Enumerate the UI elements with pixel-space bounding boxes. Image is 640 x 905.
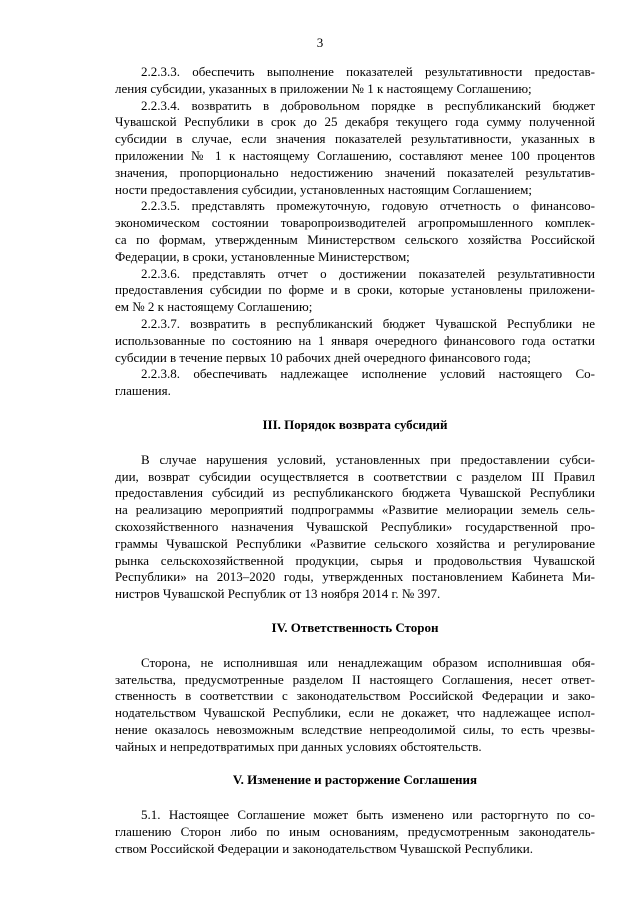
text-line: ности предоставления субсидии, установленных настоящим Соглашением; [115,181,533,197]
text-line: Республики» на 2013–2020 годы, утвержденных постановлением Кабинета Ми- [115,569,595,585]
paragraph [115,198,595,265]
text-line: ственность в соответствии с законодательством Российской Федерации и зако- [115,688,595,704]
page-number: 3 [316,35,324,50]
text-line: приложении № 1 к настоящему Соглашению, составляют менее 100 процентов [115,147,595,163]
section-heading: IV. Ответственность Сторон [271,619,439,635]
text-line: 2.2.3.7. возвратить в республиканский бюджет Чувашской Республики не [141,315,595,331]
text-line: экономическом состоянии товаропроизводителей агропромышленного комплек- [115,215,595,231]
text-line: использованные по состоянию на 1 января очередного финансового года остатки [115,332,595,348]
text-line: Федерации, в сроки, установленные Министерством; [115,248,410,264]
text-line: субсидии в случае, если значения показателей результативности, указанных в [115,131,595,147]
text-line: предоставления субсидии по форме и в сроки, которые установлены приложени- [115,282,595,298]
text-line: зательства, предусмотренные разделом II настоящего Соглашения, несет ответ- [115,671,595,687]
paragraph [115,316,595,366]
text-line: 2.2.3.4. возвратить в добровольном порядке в республиканский бюджет [141,97,595,113]
text-line: Чувашской Республики в срок до 25 декабря текущего года сумму полученной [115,114,595,130]
text-line: нистров Чувашской Республик от 13 ноября 2014 г. № 397. [115,586,441,602]
section-heading: V. Изменение и расторжение Соглашения [232,772,478,788]
spacer [115,755,595,772]
paragraph [115,366,595,400]
paragraph [115,807,595,857]
text-line: предоставления субсидий из республиканского бюджета Чувашской Республики [115,485,595,501]
text-line: 2.2.3.3. обеспечить выполнение показателей результативности предостав- [141,64,595,79]
text-line: 2.2.3.6. представлять отчет о достижении показателей результативности [141,265,595,281]
spacer [115,603,595,620]
text-line: чайных и непредотвратимых при данных условиях обстоятельств. [115,738,482,754]
text-line: рынка сельскохозяйственной продукции, сырья и продовольствия Чувашской [115,552,595,568]
text-line: 2.2.3.8. обеспечивать надлежащее исполнение условий настоящего Со- [141,366,595,382]
text-line: глашению Сторон либо по иным основаниям, предусмотренным законодатель- [115,824,595,840]
text-line: глашения. [115,383,171,399]
paragraph [115,98,595,199]
text-line: В случае нарушения условий, установленных при предоставлении субси- [141,451,595,467]
spacer [115,434,595,452]
text-line: нодательством Чувашской Республики, если не докажет, что надлежащее испол- [115,705,595,721]
paragraph [115,266,595,316]
text-line: скохозяйственного назначения Чувашской Республики» государственной про- [115,518,595,534]
text-line: Сторона, не исполнившая или ненадлежащим образом исполнившая обя- [141,654,595,670]
document-body [115,64,595,858]
spacer [115,637,595,655]
text-line: ления субсидии, указанных в приложении № 1 к настоящему Соглашению; [115,80,532,96]
text-line: нение оказалось невозможным вследствие непреодолимой силы, то есть чрезвы- [115,721,595,737]
text-line: 5.1. Настоящее Соглашение может быть изменено или расторгнуто по со- [141,807,595,823]
paragraph [115,655,595,756]
text-line: 2.2.3.5. представлять промежуточную, годовую отчетность о финансово- [141,198,595,214]
text-line: граммы Чувашской Республики «Развитие сельского хозяйства и регулирование [115,535,595,551]
text-line: ством Российской Федерации и законодательством Чувашской Республики. [115,840,533,856]
paragraph [115,64,595,98]
text-line: значения, пропорционально недостижению значений показателей результатив- [115,164,595,180]
text-line: субсидии в течение первых 10 рабочих дней очередного финансового года; [115,349,531,365]
text-line: дии, возврат субсидии осуществляется в соответствии с разделом III Правил [115,468,595,484]
spacer [115,400,595,417]
text-line: на реализацию мероприятий подпрограммы «Развитие мелиорации земель сель- [115,502,595,518]
text-line: ем № 2 к настоящему Соглашению; [115,299,313,315]
text-line: са по формам, утвержденным Министерством сельского хозяйства Российской [115,231,595,247]
spacer [115,789,595,807]
paragraph [115,452,595,603]
section-heading: III. Порядок возврата субсидий [262,416,448,432]
